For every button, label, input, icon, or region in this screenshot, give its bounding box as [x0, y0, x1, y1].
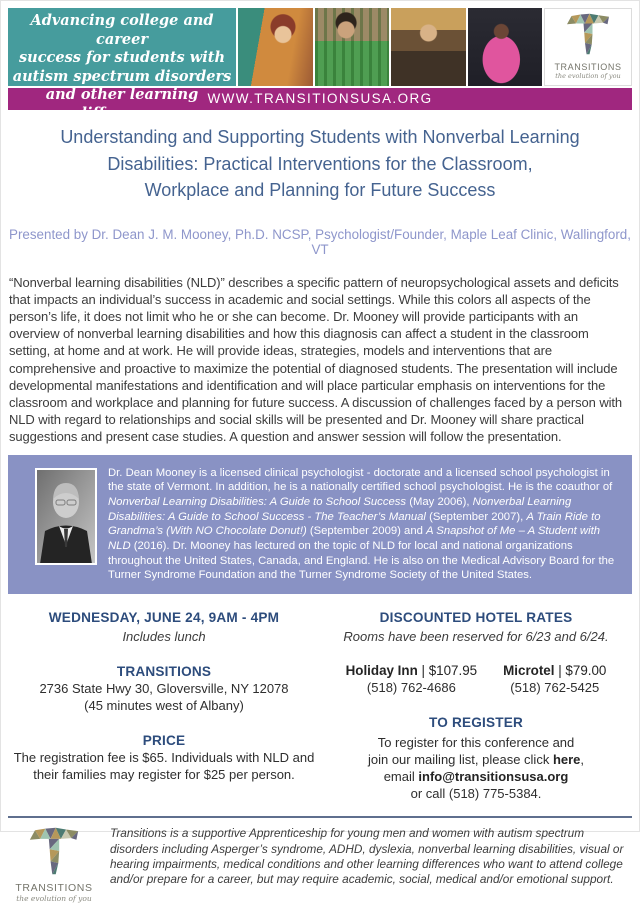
transitions-t-mosaic-icon [23, 826, 85, 881]
students-conversation-photo [238, 8, 313, 86]
register-line2a: join our mailing list, please click [367, 752, 553, 768]
event-details-column [8, 609, 320, 802]
student-raising-hand-photo [315, 8, 390, 86]
hotel-register-column [320, 609, 632, 802]
hotel-rate: $79.00 [565, 663, 607, 679]
brand-tagline: the evolution of you [16, 894, 92, 903]
brand-name: TRANSITIONS [554, 62, 622, 72]
venue-heading: TRANSITIONS [116, 664, 212, 680]
hotel-rate: $107.95 [428, 663, 478, 679]
banner-tagline: Advancing college and career success for students with autism spectrum disorders and other learning differences [8, 8, 236, 86]
hotel-phone: (518) 762-5425 [510, 680, 600, 696]
register-line1: To register for this conference and [377, 735, 575, 751]
hotel-name: Microtel [503, 663, 555, 679]
register-instructions [320, 734, 632, 802]
register-here-link[interactable]: here [552, 752, 581, 768]
student-reading-photo [391, 8, 466, 86]
venue-address: 2736 State Hwy 30, Gloversville, NY 12078 (45 minutes west of Albany) [39, 681, 289, 714]
register-email-link[interactable]: info@transitionsusa.org [418, 769, 569, 785]
transitions-t-mosaic-icon [564, 12, 612, 61]
event-description: “Nonverbal learning disabilities (NLD)” describes a specific pattern of neuropsychological assets and deficits that impacts an individual’s success in academic and social settings. While this colors all aspects of the person’s life, it does not limit who he or she can become. Dr. Mooney will provide participants with an overview of nonverbal learning disabilities and how this diagnosis can affect a student in the classroom setting, at home and at work. He will provide ideas, strategies, models and interventions that are comprehensive and proactive to maximize the potential of diagnosed students. The presentation will include developmental manifestations and identification and will place particular emphasis on interventions for the classroom and workplace and planning for future success. A discussion of challenges faced by a person with NLD with regard to relationships and social skills will be presented and Dr. Mooney will share practical suggestions and present case studies. A question and answer session will follow the presentation. [9, 274, 623, 445]
footer-about-text: Transitions is a supportive Apprenticeship for young men and women with autism spectrum disorders including Asperger’s syndrome, ADHD, dyslexia, nonverbal learning disabilities, visual or hearing impairments, medical conditions and other learning differences who want to attend college and/or prepare for a career, but may require academic, social, medical and/or emotional support. [110, 826, 624, 887]
lunch-note: Includes lunch [122, 629, 206, 645]
brand-name: TRANSITIONS [15, 882, 93, 895]
register-line2b: , [580, 752, 585, 768]
details-columns [8, 609, 632, 802]
register-heading: TO REGISTER [428, 715, 524, 731]
event-date-heading: WEDNESDAY, JUNE 24, 9AM - 4PM [48, 610, 280, 626]
hotel-phone: (518) 762-4686 [366, 680, 456, 696]
register-line3a: email [383, 769, 419, 785]
price-heading: PRICE [142, 733, 186, 749]
brand-tagline: the evolution of you [555, 72, 621, 80]
hotel-item [503, 662, 606, 696]
presenter-line: Presented by Dr. Dean J. M. Mooney, Ph.D. NCSP, Psychologist/Founder, Maple Leaf Clinic, Wallingford, VT [9, 226, 631, 257]
website-url-bar: WWW.TRANSITIONSUSA.ORG [8, 88, 632, 110]
hotel-rates-heading: DISCOUNTED HOTEL RATES [379, 610, 573, 626]
register-line4: or call (518) 775-5384. [410, 786, 542, 802]
price-text: The registration fee is $65. Individuals with NLD and their families may register for $25 per person. [13, 750, 315, 783]
hotel-separator: | [421, 663, 425, 679]
hotel-rates-note: Rooms have been reserved for 6/23 and 6/24. [343, 629, 609, 645]
hotel-item [346, 662, 478, 696]
transitions-logo [544, 8, 632, 86]
page-title: Understanding and Supporting Students with Nonverbal Learning Disabilities: Practical Interventions for the Classroom, Workplace and Planning for Future Success [60, 127, 580, 200]
speaker-bio-text: Dr. Dean Mooney is a licensed clinical psychologist - doctorate and a licensed school psychologist in the state of Vermont. In addition, he is a nationally certified school psychologist. He is the coauthor of Nonverbal Learning Disabilities: A Guide to School Success (May 2006), Nonverbal Learning Disabilities: A Guide to School Success - The Teacher’s Manual (September 2007), A Train Ride to Grandma’s (With NO Chocolate Donut!) (September 2009) and A Snapshot of Me – A Student with NLD (2016). Dr. Mooney has lectured on the topic of NLD for local and national organizations throughout the United States, Canada, and England. He is also on the Medical Advisory Board for the Turner Syndrome Foundation and the Turner Syndrome Society of the United States. [108, 466, 615, 582]
speaker-bio-box [8, 455, 632, 595]
hotel-separator: | [558, 663, 562, 679]
student-wheelchair-photo [468, 8, 543, 86]
footer [8, 816, 632, 903]
footer-transitions-logo [8, 824, 100, 903]
banner-photo-strip [236, 8, 542, 86]
hotel-name: Holiday Inn [345, 663, 418, 679]
dr-mooney-portrait-photo [36, 469, 96, 564]
hotel-list [320, 662, 632, 696]
